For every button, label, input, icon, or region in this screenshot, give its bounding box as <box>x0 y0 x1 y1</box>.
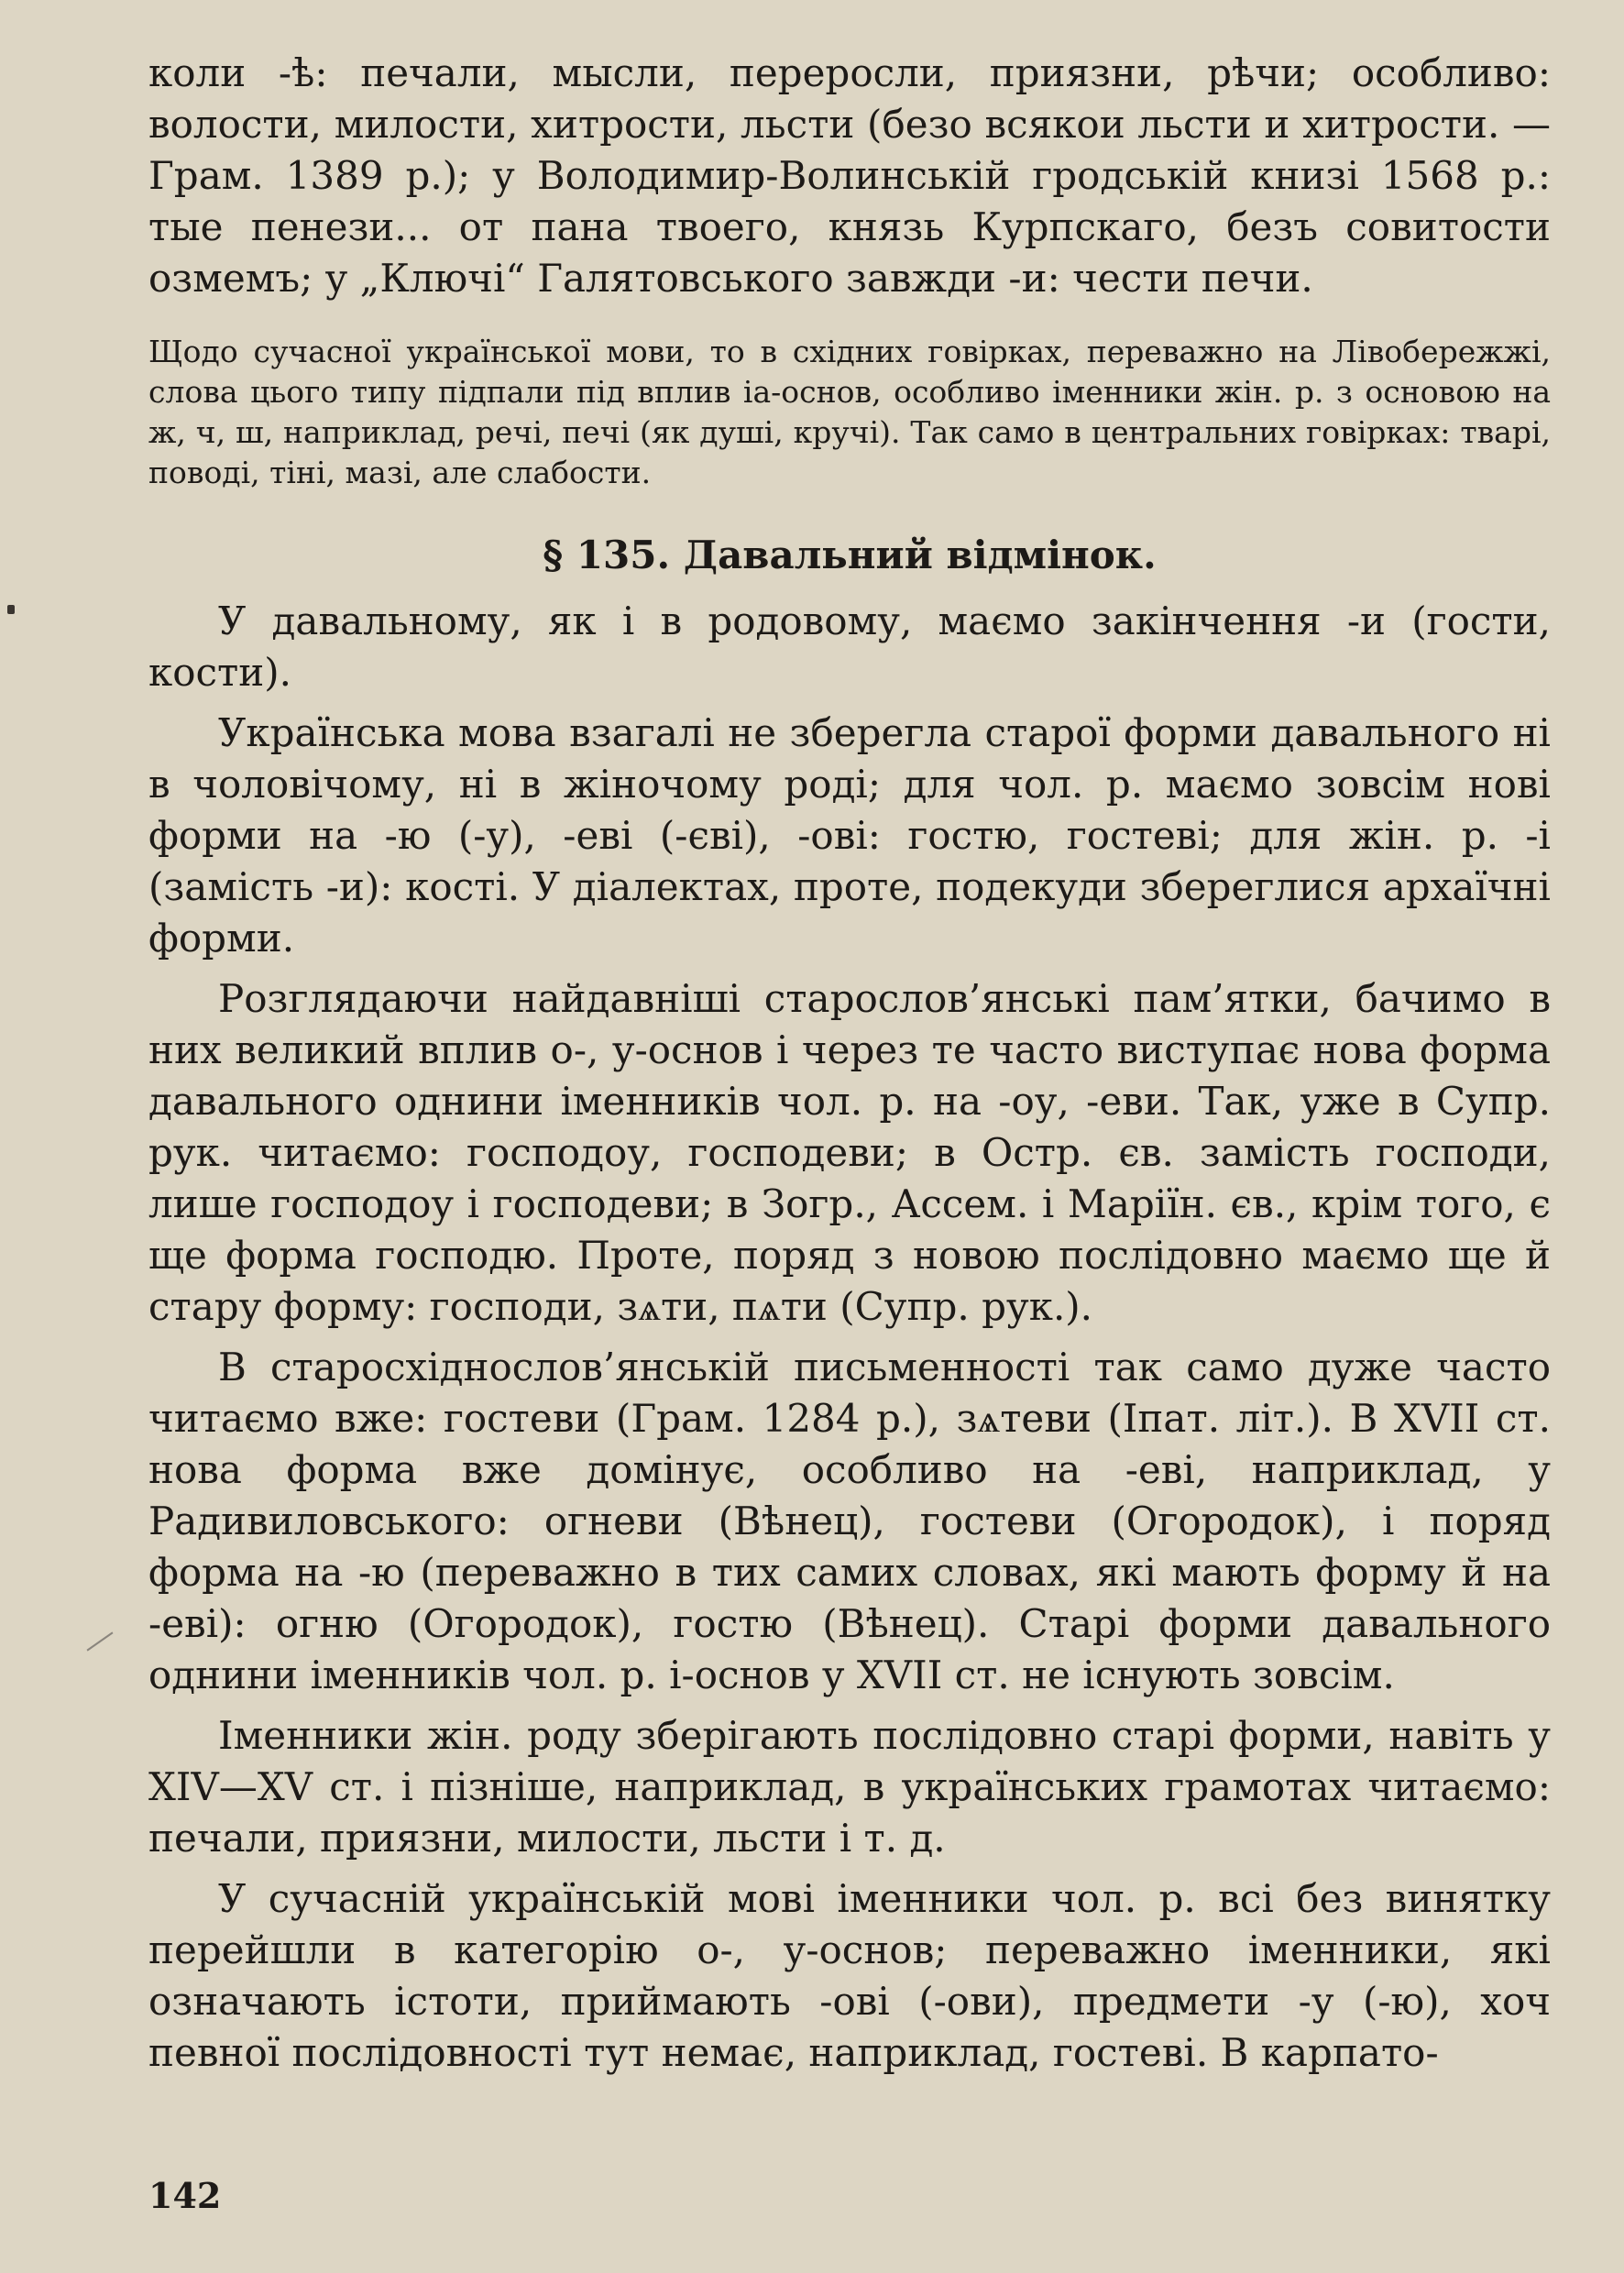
section-heading: § 135. Давальний відмінок. <box>543 533 1157 577</box>
paragraph-6: Іменники жін. роду зберігають послідовно старі форми, навіть у XIV—XV ст. і пізніше, наприклад, в українських грамотах читаємо: печали, приязни, милости, льсти і т. д. <box>148 1713 1551 1861</box>
paragraph-5: В старосхіднослов’янській письменності так само дуже часто читаємо вже: гостеви (Грам. 1284 р.), зѧтеви (Іпат. літ.). В XVII ст. нова форма вже домінує, особливо на -еві, наприклад, у Радивиловського: огневи (Вѣнец), гостеви (Огородок), і поряд форма на -ю (переважно в тих самих словах, які мають форму й на -еві): огню (Огородок), гостю (Вѣнец). Старі форми давального однини іменників чол. р. і-основ у XVII ст. не існують зовсім. <box>148 1345 1551 1697</box>
paragraph-1: коли -ѣ: печали, мысли, переросли, приязни, рѣчи; особливо: волости, милости, хитрости, льсти (безо всякои льсти и хитрости. — Грам. 1389 р.); у Володимир-Волинській гродській книзі 1568 р.: тые пенези... от пана твоего, князь Курпскаго, безъ совитости озмемъ; у „Ключі“ Галятовського завжди -и: чести печи. <box>148 50 1551 301</box>
paragraph-4: Розглядаючи найдавніші старослов’янські пам’ятки, бачимо в них великий вплив о-, у-основ і через те часто виступає нова форма давального однини іменників чол. р. на -оу, -еви. Так, уже в Супр. рук. читаємо: господоу, господеви; в Остр. єв. замість господи, лише господоу і господеви; в Зогр., Ассем. і Маріїн. єв., крім того, є ще форма господю. Проте, поряд з новою послідовно маємо ще й стару форму: господи, зѧти, пѧти (Супр. рук.). <box>148 976 1551 1329</box>
paragraph-3: Українська мова взагалі не зберегла старої форми давального ні в чоловічому, ні в жіночому роді; для чол. р. маємо зовсім нові форми на -ю (-у), -еві (-єві), -ові: гостю, гостеві; для жін. р. -і (замість -и): кості. У діалектах, проте, подекуди збереглися архаїчні форми. <box>148 710 1551 961</box>
margin-dot <box>7 605 15 614</box>
page-number: 142 <box>148 2175 222 2216</box>
pencil-mark <box>87 1631 114 1651</box>
paragraph-7: У сучасній українській мові іменники чол. р. всі без винятку перейшли в категорію о-, у-основ; переважно іменники, які означають істоти, приймають -ові (-ови), предмети -у (-ю), хоч певної послідовності тут немає, наприклад, гостеві. В карпато- <box>148 1876 1551 2075</box>
text-column <box>148 48 1551 2079</box>
note-paragraph: Щодо сучасної української мови, то в східних говірках, переважно на Лівобережжі, слова цього типу підпали під вплив іа-основ, особливо іменники жін. р. з основою на ж, ч, ш, наприклад, речі, печі (як душі, кручі). Так само в центральних говірках: тварі, поводі, тіні, мазі, але слабости. <box>148 334 1551 490</box>
paragraph-2: У давальному, як і в родовому, маємо закінчення -и (гости, кости). <box>148 598 1551 695</box>
